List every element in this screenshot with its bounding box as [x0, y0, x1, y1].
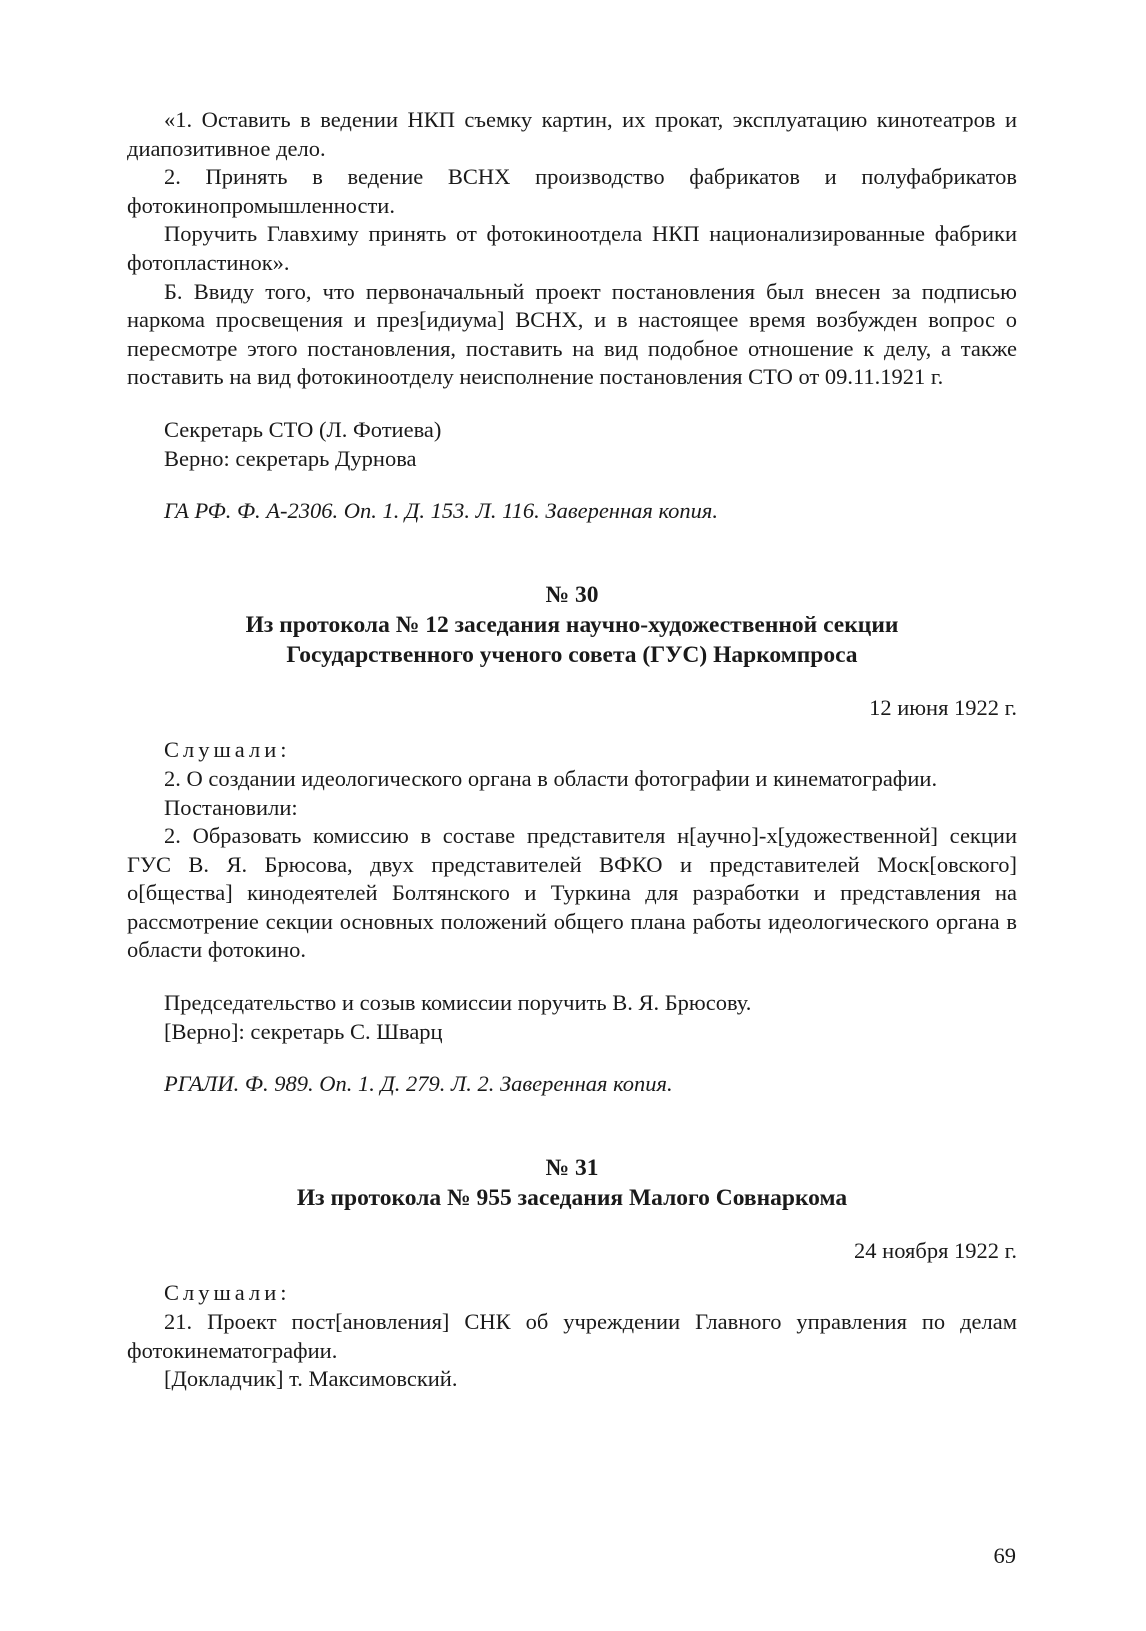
doc30-heard-text: 2. О создании идеологического органа в области фотографии и кинематографии.: [164, 765, 938, 791]
doc30-signature: [Верно]: секретарь С. Шварц: [164, 1018, 443, 1044]
doc31-title: Из протокола № 955 заседания Малого Совнаркома: [296, 1184, 848, 1211]
doc31-date: 24 ноября 1922 г.: [854, 1237, 1017, 1263]
doc30-resolved-label: Постановили:: [164, 794, 298, 820]
doc30-archive-reference: РГАЛИ. Ф. 989. Оп. 1. Д. 279. Л. 2. Заверенная копия.: [164, 1071, 673, 1097]
doc29-paragraph-3: Поручить Главхиму принять от фотокиноотдела НКП национализированные фабрики фотопластинок».: [127, 221, 1017, 275]
doc29-paragraph-1: «1. Оставить в ведении НКП съемку картин, их прокат, эксплуатацию кинотеатров и диапозитивное дело.: [127, 107, 1017, 161]
doc30-heard-label: Слушали:: [164, 737, 291, 763]
document-page: [127, 106, 1017, 1394]
doc29-archive-reference: ГА РФ. Ф. А-2306. Оп. 1. Д. 153. Л. 116. Заверенная копия.: [164, 498, 718, 524]
doc31-speaker: [Докладчик] т. Максимовский.: [164, 1366, 458, 1392]
doc29-paragraph-2: 2. Принять в ведение ВСНХ производство фабрикатов и полуфабрикатов фотокинопромышленности.: [127, 164, 1017, 218]
doc30-number: № 30: [545, 581, 599, 608]
doc29-signature-verified: Верно: секретарь Дурнова: [164, 445, 417, 471]
doc31-heard-label: Слушали:: [164, 1280, 291, 1306]
doc29-signature-secretary: Секретарь СТО (Л. Фотиева): [164, 416, 442, 442]
doc30-date: 12 июня 1922 г.: [869, 694, 1017, 720]
page-number: 69: [993, 1543, 1016, 1568]
doc30-title-line2: Государственного ученого совета (ГУС) Наркомпроса: [286, 641, 858, 668]
doc30-chair-text: Председательство и созыв комиссии поручить В. Я. Брюсову.: [164, 990, 752, 1016]
doc30-resolved-text: 2. Образовать комиссию в составе представителя н[аучно]-х[удожественной] секции ГУС В. Я. Брюсова, двух представителей ВФКО и представителей Моск[овского] о[бщества] кинодеятелей Болтянского и Туркина для разработки и представления на рассмотрение секции основных положений общего плана работы идеологического органа в области фотокино.: [127, 823, 1017, 963]
doc31-number: № 31: [545, 1154, 599, 1181]
doc29-paragraph-4: Б. Ввиду того, что первоначальный проект постановления был внесен за подписью наркома просвещения и през[идиума] ВСНХ, и в настоящее время возбужден вопрос о пересмотре этого постановления, поставить на вид подобное отношение к делу, а также поставить на вид фотокиноотделу неисполнение постановления СТО от 09.11.1921 г.: [127, 278, 1017, 390]
doc30-title-line1: Из протокола № 12 заседания научно-художественной секции: [245, 611, 899, 638]
doc31-heard-text: 21. Проект пост[ановления] СНК об учреждении Главного управления по делам фотокинематографии.: [127, 1309, 1017, 1363]
